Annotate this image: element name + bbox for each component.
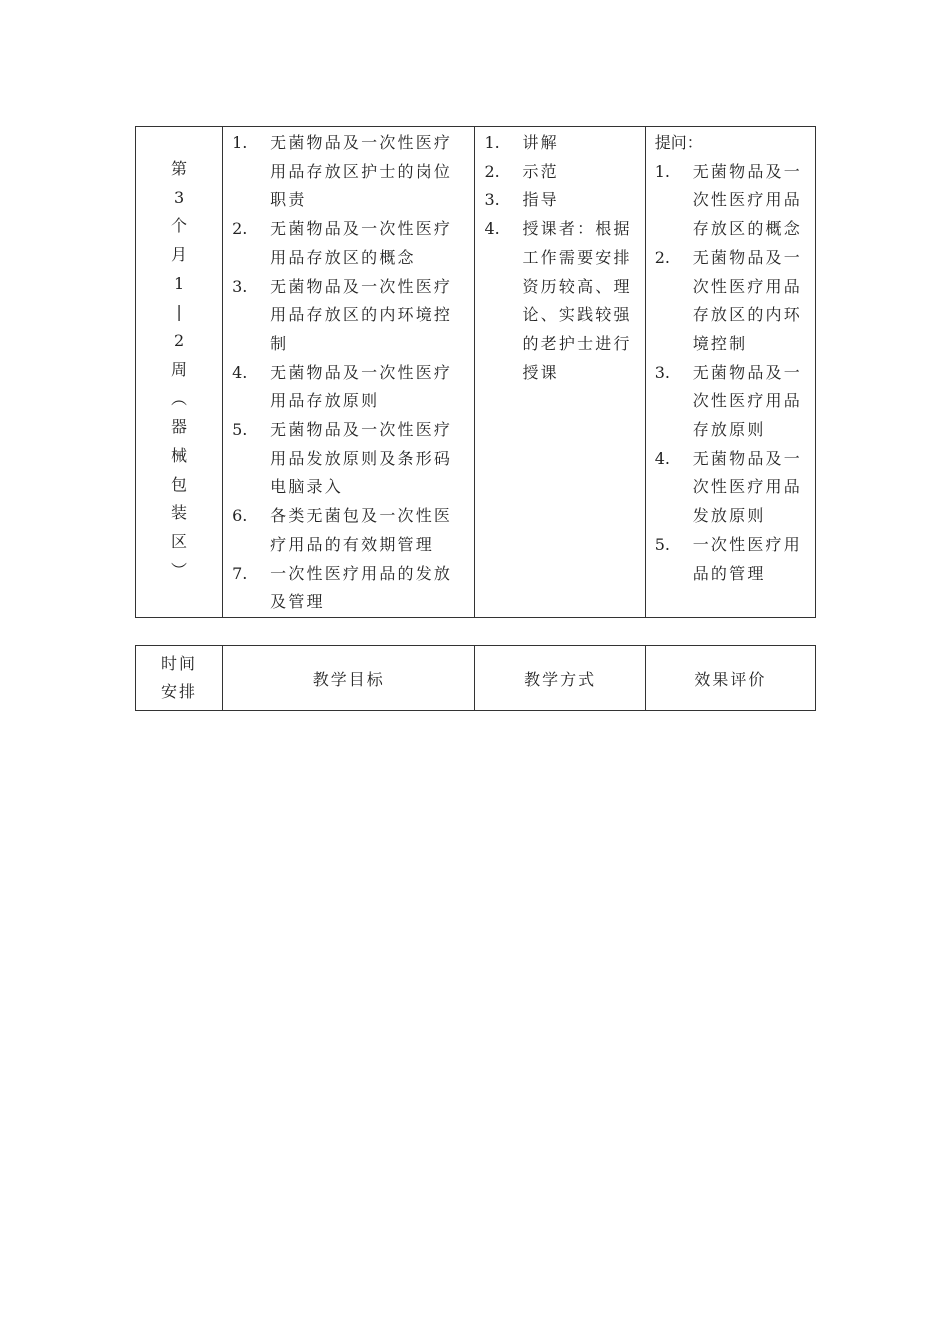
time-header-line2: 安排	[161, 682, 198, 701]
item-number: 5.	[232, 420, 248, 440]
goal-item	[232, 502, 468, 559]
item-text: 授课者：根据工作需要安排资历较高、理论、实践较强的老护士进行授课	[522, 219, 632, 382]
method-header: 教学方式	[475, 646, 645, 711]
method-item	[484, 158, 638, 187]
teaching-goals-cell	[223, 127, 475, 618]
time-char: 第	[171, 159, 188, 178]
item-number: 7.	[232, 563, 248, 583]
method-item	[484, 186, 638, 215]
table-row	[136, 127, 816, 618]
item-number: 6.	[232, 506, 248, 526]
time-char: 月	[171, 245, 188, 265]
item-text: 讲解	[522, 133, 559, 152]
evaluation-cell	[645, 127, 815, 618]
item-number: 2.	[654, 247, 670, 267]
goal-item	[232, 416, 468, 502]
time-char: 1	[173, 273, 185, 293]
evaluation-item	[655, 244, 809, 359]
goals-header: 教学目标	[223, 646, 475, 711]
item-number: 1.	[654, 161, 670, 181]
teaching-goals-list	[232, 129, 468, 617]
time-char: 区	[171, 531, 188, 551]
item-number: 2.	[484, 161, 500, 181]
goal-item	[232, 359, 468, 416]
item-number: 3.	[232, 276, 248, 296]
time-char: 个	[171, 216, 188, 236]
time-header-line1: 时间	[161, 654, 198, 673]
schedule-table	[135, 126, 816, 618]
evaluation-item	[655, 445, 809, 531]
time-cell	[136, 127, 223, 618]
item-text: 一次性医疗用品的发放及管理	[270, 563, 453, 612]
time-label	[136, 127, 222, 585]
evaluation-item	[655, 359, 809, 445]
item-text: 指导	[522, 190, 559, 210]
time-char: 器	[171, 417, 188, 437]
goal-item	[232, 129, 468, 215]
item-number: 5.	[654, 534, 670, 554]
item-text: 无菌物品及一次性医疗用品存放区的内环境控制	[692, 247, 802, 353]
goal-item	[232, 560, 468, 617]
item-text: 示范	[522, 161, 559, 181]
teaching-method-list	[484, 129, 638, 387]
evaluation-item	[655, 531, 809, 588]
teaching-method-cell	[475, 127, 645, 618]
time-char: 3	[173, 187, 185, 207]
item-text: 无菌物品及一次性医疗用品存放原则	[270, 362, 453, 411]
item-number: 2.	[232, 219, 248, 239]
time-char: |	[176, 302, 182, 322]
time-char: 2	[173, 331, 185, 351]
header-row	[136, 646, 816, 711]
item-text: 无菌物品及一次性医疗用品存放区的概念	[270, 219, 453, 267]
evaluation-item	[655, 158, 809, 244]
item-text: 无菌物品及一次性医疗用品存放区的概念	[692, 161, 802, 239]
time-char: 周	[171, 359, 188, 379]
item-text: 各类无菌包及一次性医疗用品的有效期管理	[270, 506, 453, 554]
item-text: 一次性医疗用品的管理	[692, 534, 802, 583]
method-item	[484, 129, 638, 158]
time-char: 装	[171, 503, 188, 523]
goal-item	[232, 215, 468, 272]
item-text: 无菌物品及一次性医疗用品存放区的内环境控制	[270, 276, 453, 353]
time-char: ︵	[171, 388, 188, 408]
item-number: 4.	[654, 448, 670, 468]
evaluation-list	[655, 158, 809, 589]
item-number: 1.	[484, 133, 500, 152]
method-item	[484, 215, 638, 387]
header-table	[135, 645, 816, 711]
time-char: 械	[171, 445, 188, 465]
time-header	[136, 646, 223, 711]
item-text: 无菌物品及一次性医疗用品发放原则	[692, 448, 802, 526]
item-text: 无菌物品及一次性医疗用品存放原则	[692, 362, 802, 440]
item-number: 3.	[484, 190, 500, 210]
evaluation-header: 效果评价	[645, 646, 815, 711]
item-number: 4.	[232, 362, 248, 382]
item-number: 3.	[654, 362, 670, 382]
item-number: 1.	[232, 133, 248, 152]
goal-item	[232, 273, 468, 359]
item-number: 4.	[484, 219, 500, 239]
evaluation-heading: 提问：	[654, 133, 703, 152]
item-text: 无菌物品及一次性医疗用品存放区护士的岗位职责	[270, 133, 453, 210]
item-text: 无菌物品及一次性医疗用品发放原则及条形码电脑录入	[270, 420, 453, 497]
time-char: 包	[171, 474, 188, 494]
time-char: ︶	[171, 560, 188, 580]
